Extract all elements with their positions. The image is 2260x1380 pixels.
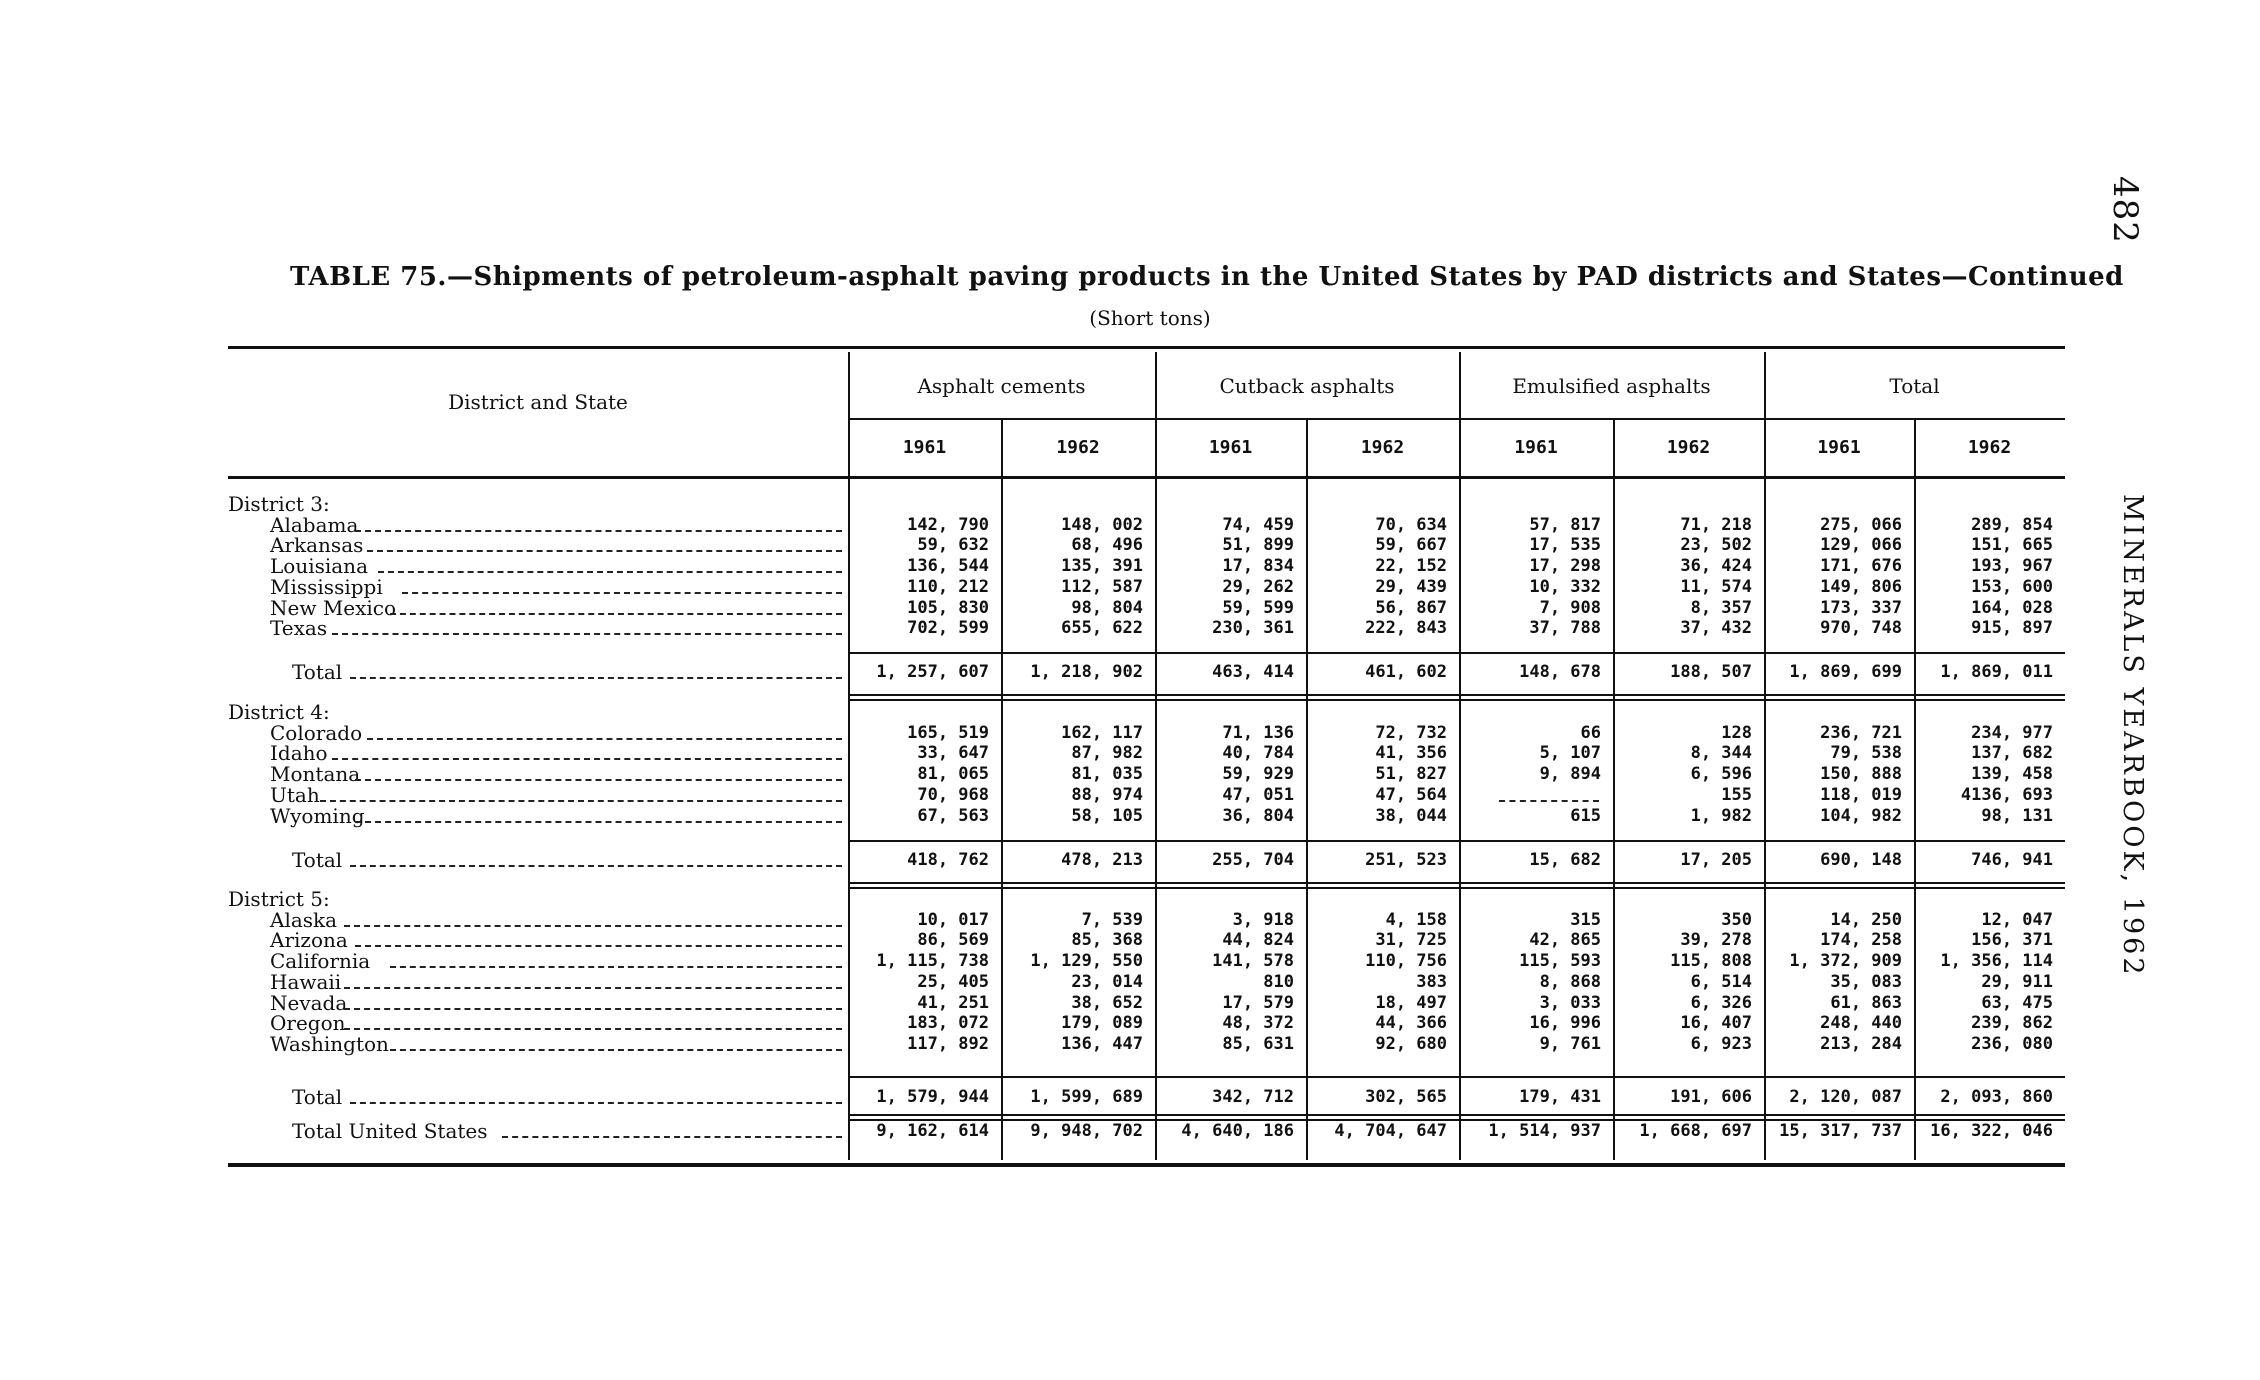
group-divider xyxy=(1459,476,1461,1160)
table-cell: 47, 564 xyxy=(1375,784,1447,805)
total-cell: 1, 579, 944 xyxy=(876,1087,989,1107)
district-heading: District 4: xyxy=(228,700,330,724)
table-cell: 85, 368 xyxy=(1071,930,1143,951)
year-divider xyxy=(1914,476,1916,1160)
dot-leader xyxy=(355,821,842,823)
dot-leader xyxy=(390,1049,842,1051)
table-cell: 3, 033 xyxy=(1539,992,1601,1013)
table-cell: 136, 544 xyxy=(907,556,989,577)
table-cell: 155 xyxy=(1721,784,1752,805)
table-cell: 14, 250 xyxy=(1830,909,1902,930)
table-cell: 8, 868 xyxy=(1539,971,1601,992)
table-cell: 71, 136 xyxy=(1222,722,1294,743)
table-cell: 151, 665 xyxy=(1971,535,2053,556)
table-cell: 6, 514 xyxy=(1690,971,1752,992)
state-label: Alabama xyxy=(270,512,359,537)
table-cell: 81, 035 xyxy=(1071,764,1143,785)
table-cell: 36, 804 xyxy=(1222,805,1294,826)
table-cell: 63, 475 xyxy=(1981,992,2053,1013)
table-cell: 36, 424 xyxy=(1680,556,1752,577)
subtotal-rule xyxy=(848,652,2065,654)
column-year-header: 1962 xyxy=(1967,437,2012,458)
table-cell: 17, 535 xyxy=(1529,535,1601,556)
table-cell: 44, 366 xyxy=(1375,1013,1447,1034)
column-year-header: 1962 xyxy=(1056,437,1100,458)
running-head: MINERALS YEARBOOK, 1962 xyxy=(2117,494,2148,978)
table-cell: 1, 372, 909 xyxy=(1789,951,1902,972)
table-cell: 110, 756 xyxy=(1365,951,1447,972)
district-heading: District 3: xyxy=(228,492,330,516)
state-label: New Mexico xyxy=(270,595,397,620)
table-cell: 3, 918 xyxy=(1232,909,1294,930)
table-cell: 165, 519 xyxy=(907,722,989,743)
table-cell: 230, 361 xyxy=(1212,618,1294,639)
table-cell: 164, 028 xyxy=(1971,597,2053,618)
table-cell: 6, 596 xyxy=(1690,764,1752,785)
table-cell: 137, 682 xyxy=(1971,743,2053,764)
total-cell: 148, 678 xyxy=(1519,662,1601,682)
table-cell: 22, 152 xyxy=(1375,556,1447,577)
table-cell: 222, 843 xyxy=(1365,618,1447,639)
total-cell: 342, 712 xyxy=(1212,1087,1294,1107)
dot-leader xyxy=(350,1102,842,1104)
table-cell: 12, 047 xyxy=(1981,909,2053,930)
dot-leader xyxy=(332,633,842,635)
group-divider xyxy=(848,476,850,1160)
total-cell: 302, 565 xyxy=(1365,1087,1447,1107)
dot-leader xyxy=(502,1136,842,1138)
table-cell: 162, 117 xyxy=(1061,722,1143,743)
table-cell: 31, 725 xyxy=(1375,930,1447,951)
table-cell: 67, 563 xyxy=(917,805,989,826)
subtotal-rule xyxy=(848,1076,2065,1078)
table-cell: 118, 019 xyxy=(1820,784,1902,805)
table-cell: 11, 574 xyxy=(1680,576,1752,597)
table-cell: 615 xyxy=(1570,805,1601,826)
table-cell: 25, 405 xyxy=(917,971,989,992)
table-cell: 44, 824 xyxy=(1222,930,1294,951)
table-cell: 16, 996 xyxy=(1529,1013,1601,1034)
table-cell: 6, 326 xyxy=(1690,992,1752,1013)
total-cell: 461, 602 xyxy=(1365,662,1447,682)
column-group-header: Emulsified asphalts xyxy=(1512,374,1711,398)
dot-leader xyxy=(378,571,842,573)
dot-leader xyxy=(367,550,842,552)
dot-leader xyxy=(344,1008,842,1010)
table-cell: 59, 667 xyxy=(1375,535,1447,556)
table-cell: 59, 599 xyxy=(1222,597,1294,618)
table-cell: 16, 407 xyxy=(1680,1013,1752,1034)
dot-leader xyxy=(344,987,842,989)
table-cell: 136, 447 xyxy=(1061,1033,1143,1054)
dot-leader xyxy=(355,779,842,781)
table-cell: 79, 538 xyxy=(1830,743,1902,764)
table-cell: 87, 982 xyxy=(1071,743,1143,764)
table-cell: 141, 578 xyxy=(1212,951,1294,972)
table-cell: 68, 496 xyxy=(1071,535,1143,556)
table-cell: 135, 391 xyxy=(1061,556,1143,577)
total-double-rule xyxy=(848,699,2065,701)
table-cell: 8, 344 xyxy=(1690,743,1752,764)
table-cell: 128 xyxy=(1721,722,1752,743)
table-cell: 47, 051 xyxy=(1222,784,1294,805)
table-cell: 59, 632 xyxy=(917,535,989,556)
header-group-rule xyxy=(848,418,2065,420)
table-cell: 115, 593 xyxy=(1519,951,1601,972)
grand-total-label: Total United States xyxy=(292,1119,488,1143)
table-cell: 153, 600 xyxy=(1971,576,2053,597)
table-cell: 5, 107 xyxy=(1539,743,1601,764)
table-cell: 88, 974 xyxy=(1071,784,1143,805)
total-cell: 418, 762 xyxy=(907,850,989,870)
table-cell: 156, 371 xyxy=(1971,930,2053,951)
table-cell: 98, 804 xyxy=(1071,597,1143,618)
table-cell: 48, 372 xyxy=(1222,1013,1294,1034)
column-year-header: 1961 xyxy=(902,437,947,458)
state-label: Texas xyxy=(270,616,328,641)
state-label: Utah xyxy=(270,782,320,807)
table-cell: 42, 865 xyxy=(1529,930,1601,951)
table-cell: 38, 652 xyxy=(1071,992,1143,1013)
dot-leader xyxy=(355,530,842,532)
table-cell: 1, 982 xyxy=(1690,805,1752,826)
grand-total-cell: 1, 668, 697 xyxy=(1639,1121,1752,1141)
column-year-header: 1962 xyxy=(1666,437,1711,458)
table-cell: 17, 298 xyxy=(1529,556,1601,577)
table-cell: 1, 115, 738 xyxy=(876,951,989,972)
table-cell: 129, 066 xyxy=(1820,535,1902,556)
state-label: Oregon xyxy=(270,1011,346,1036)
table-cell: 51, 827 xyxy=(1375,764,1447,785)
table-cell: 81, 065 xyxy=(917,764,989,785)
table-cell: 383 xyxy=(1416,971,1447,992)
table-cell: 117, 892 xyxy=(907,1033,989,1054)
state-label: Louisiana xyxy=(270,554,368,579)
table-cell: 23, 014 xyxy=(1071,971,1143,992)
table-cell: 702, 599 xyxy=(907,618,989,639)
state-label: California xyxy=(270,949,371,974)
column-year-header: 1961 xyxy=(1817,437,1861,458)
table-cell: 8, 357 xyxy=(1690,597,1752,618)
table-cell: 149, 806 xyxy=(1820,576,1902,597)
total-double-rule xyxy=(848,694,2065,696)
table-cell: 248, 440 xyxy=(1820,1013,1902,1034)
table-cell: 234, 977 xyxy=(1971,722,2053,743)
table-cell: 9, 761 xyxy=(1539,1033,1601,1054)
table-cell: 9, 894 xyxy=(1539,764,1601,785)
state-label: Washington xyxy=(270,1031,389,1056)
table-cell: 655, 622 xyxy=(1061,618,1143,639)
table-cell: 174, 258 xyxy=(1820,930,1902,951)
table-cell: 239, 862 xyxy=(1971,1013,2053,1034)
table-cell: 139, 458 xyxy=(1971,764,2053,785)
table-cell: 33, 647 xyxy=(917,743,989,764)
state-label: Colorado xyxy=(270,720,363,745)
table-title: TABLE 75.—Shipments of petroleum-asphalt paving products in the United States by PAD districts and States—Continued xyxy=(290,262,2124,292)
total-cell: 463, 414 xyxy=(1212,662,1294,682)
header-bottom-rule xyxy=(228,476,2065,479)
table-cell: 10, 332 xyxy=(1529,576,1601,597)
dot-leader xyxy=(367,738,842,740)
table-cell: 29, 262 xyxy=(1222,576,1294,597)
dot-leader xyxy=(390,613,842,615)
table-cell: 10, 017 xyxy=(917,909,989,930)
column-year-header: 1961 xyxy=(1514,437,1558,458)
stub-header: District and State xyxy=(448,390,628,414)
table-cell: 37, 788 xyxy=(1529,618,1601,639)
table-cell: 115, 808 xyxy=(1670,951,1752,972)
total-label: Total xyxy=(292,1085,343,1109)
table-cell: 74, 459 xyxy=(1222,514,1294,535)
total-double-rule xyxy=(848,882,2065,884)
table-cell: 810 xyxy=(1263,971,1294,992)
table-cell: 72, 732 xyxy=(1375,722,1447,743)
total-cell: 251, 523 xyxy=(1365,850,1447,870)
table-bottom-rule xyxy=(228,1163,2065,1167)
state-label: Wyoming xyxy=(270,803,365,828)
total-cell: 1, 599, 689 xyxy=(1030,1087,1143,1107)
table-cell: 350 xyxy=(1721,909,1752,930)
table-cell: 61, 863 xyxy=(1830,992,1902,1013)
table-cell: 18, 497 xyxy=(1375,992,1447,1013)
year-divider xyxy=(1306,476,1308,1160)
table-cell: 98, 131 xyxy=(1981,805,2053,826)
dot-leader xyxy=(350,677,842,679)
table-cell: 7, 539 xyxy=(1081,909,1143,930)
total-cell: 1, 869, 011 xyxy=(1940,662,2053,682)
table-cell: 39, 278 xyxy=(1680,930,1752,951)
table-cell: 183, 072 xyxy=(907,1013,989,1034)
dot-leader xyxy=(390,966,842,968)
dot-leader xyxy=(344,925,842,927)
total-double-rule xyxy=(848,887,2065,889)
empty-cell-leader xyxy=(1499,800,1599,802)
dot-leader xyxy=(332,758,842,760)
table-cell: 29, 911 xyxy=(1981,971,2053,992)
table-cell: 236, 080 xyxy=(1971,1033,2053,1054)
table-cell: 70, 634 xyxy=(1375,514,1447,535)
total-label: Total xyxy=(292,660,343,684)
table-cell: 57, 817 xyxy=(1529,514,1601,535)
table-units: (Short tons) xyxy=(1089,306,1211,330)
total-label: Total xyxy=(292,848,343,872)
table-cell: 110, 212 xyxy=(907,576,989,597)
table-cell: 4136, 693 xyxy=(1960,784,2053,805)
grand-total-cell: 16, 322, 046 xyxy=(1930,1121,2053,1141)
dot-leader xyxy=(355,945,842,947)
table-cell: 104, 982 xyxy=(1820,805,1902,826)
dot-leader xyxy=(350,865,842,867)
year-divider xyxy=(1001,476,1003,1160)
table-cell: 17, 834 xyxy=(1222,556,1294,577)
total-double-rule xyxy=(848,1114,2065,1116)
table-cell: 236, 721 xyxy=(1820,722,1902,743)
table-cell: 85, 631 xyxy=(1222,1033,1294,1054)
table-cell: 71, 218 xyxy=(1680,514,1752,535)
table-cell: 56, 867 xyxy=(1375,597,1447,618)
table-cell: 66 xyxy=(1580,722,1601,743)
grand-total-cell: 1, 514, 937 xyxy=(1488,1121,1601,1141)
total-cell: 1, 869, 699 xyxy=(1789,662,1902,682)
table-cell: 173, 337 xyxy=(1820,597,1902,618)
state-label: Nevada xyxy=(270,990,348,1015)
table-cell: 142, 790 xyxy=(907,514,989,535)
state-label: Alaska xyxy=(270,907,338,932)
grand-total-cell: 4, 640, 186 xyxy=(1181,1121,1294,1141)
state-label: Arkansas xyxy=(270,533,364,558)
table-cell: 105, 830 xyxy=(907,597,989,618)
state-label: Idaho xyxy=(270,741,328,766)
table-cell: 179, 089 xyxy=(1061,1013,1143,1034)
table-cell: 7, 908 xyxy=(1539,597,1601,618)
district-heading: District 5: xyxy=(228,887,330,911)
column-year-header: 1962 xyxy=(1360,437,1405,458)
group-divider xyxy=(1764,476,1766,1160)
table-cell: 86, 569 xyxy=(917,930,989,951)
total-cell: 255, 704 xyxy=(1212,850,1294,870)
table-cell: 193, 967 xyxy=(1971,556,2053,577)
table-cell: 70, 968 xyxy=(917,784,989,805)
state-label: Hawaii xyxy=(270,969,342,994)
total-cell: 1, 218, 902 xyxy=(1030,662,1143,682)
total-cell: 191, 606 xyxy=(1670,1087,1752,1107)
table-top-rule xyxy=(228,346,2065,349)
table-cell: 40, 784 xyxy=(1222,743,1294,764)
table-cell: 150, 888 xyxy=(1820,764,1902,785)
grand-total-cell: 15, 317, 737 xyxy=(1779,1121,1902,1141)
column-group-header: Total xyxy=(1889,374,1940,398)
state-label: Montana xyxy=(270,762,361,787)
total-cell: 746, 941 xyxy=(1971,850,2053,870)
total-cell: 2, 093, 860 xyxy=(1940,1087,2053,1107)
total-cell: 690, 148 xyxy=(1820,850,1902,870)
total-cell: 2, 120, 087 xyxy=(1789,1087,1902,1107)
table-cell: 41, 356 xyxy=(1375,743,1447,764)
total-cell: 188, 507 xyxy=(1670,662,1752,682)
total-cell: 179, 431 xyxy=(1519,1087,1601,1107)
column-group-header: Cutback asphalts xyxy=(1219,374,1395,398)
table-cell: 1, 356, 114 xyxy=(1940,951,2053,972)
table-cell: 171, 676 xyxy=(1820,556,1902,577)
total-cell: 15, 682 xyxy=(1529,850,1601,870)
total-cell: 1, 257, 607 xyxy=(876,662,989,682)
table-cell: 92, 680 xyxy=(1375,1033,1447,1054)
table-cell: 4, 158 xyxy=(1385,909,1447,930)
group-divider xyxy=(1155,476,1157,1160)
table-cell: 6, 923 xyxy=(1690,1033,1752,1054)
table-cell: 970, 748 xyxy=(1820,618,1902,639)
table-cell: 315 xyxy=(1570,909,1601,930)
table-cell: 148, 002 xyxy=(1061,514,1143,535)
table-cell: 17, 579 xyxy=(1222,992,1294,1013)
table-cell: 23, 502 xyxy=(1680,535,1752,556)
table-cell: 35, 083 xyxy=(1830,971,1902,992)
dot-leader xyxy=(402,592,842,594)
column-group-header: Asphalt cements xyxy=(917,374,1086,398)
grand-total-cell: 9, 162, 614 xyxy=(876,1121,989,1141)
table-cell: 213, 284 xyxy=(1820,1033,1902,1054)
table-cell: 37, 432 xyxy=(1680,618,1752,639)
subtotal-rule xyxy=(848,840,2065,842)
total-cell: 478, 213 xyxy=(1061,850,1143,870)
page-number: 482 xyxy=(2105,176,2145,244)
table-cell: 915, 897 xyxy=(1971,618,2053,639)
column-year-header: 1961 xyxy=(1208,437,1253,458)
table-cell: 58, 105 xyxy=(1071,805,1143,826)
table-cell: 112, 587 xyxy=(1061,576,1143,597)
state-label: Arizona xyxy=(270,928,348,953)
table-cell: 51, 899 xyxy=(1222,535,1294,556)
state-label: Mississippi xyxy=(270,574,383,599)
dot-leader xyxy=(344,1028,842,1030)
table-cell: 41, 251 xyxy=(917,992,989,1013)
table-cell: 29, 439 xyxy=(1375,576,1447,597)
table-cell: 38, 044 xyxy=(1375,805,1447,826)
dot-leader xyxy=(320,800,842,802)
year-divider xyxy=(1613,476,1615,1160)
table-cell: 275, 066 xyxy=(1820,514,1902,535)
table-cell: 289, 854 xyxy=(1971,514,2053,535)
grand-total-cell: 4, 704, 647 xyxy=(1334,1121,1447,1141)
table-cell: 1, 129, 550 xyxy=(1030,951,1143,972)
grand-total-cell: 9, 948, 702 xyxy=(1030,1121,1143,1141)
table-cell: 59, 929 xyxy=(1222,764,1294,785)
total-cell: 17, 205 xyxy=(1680,850,1752,870)
